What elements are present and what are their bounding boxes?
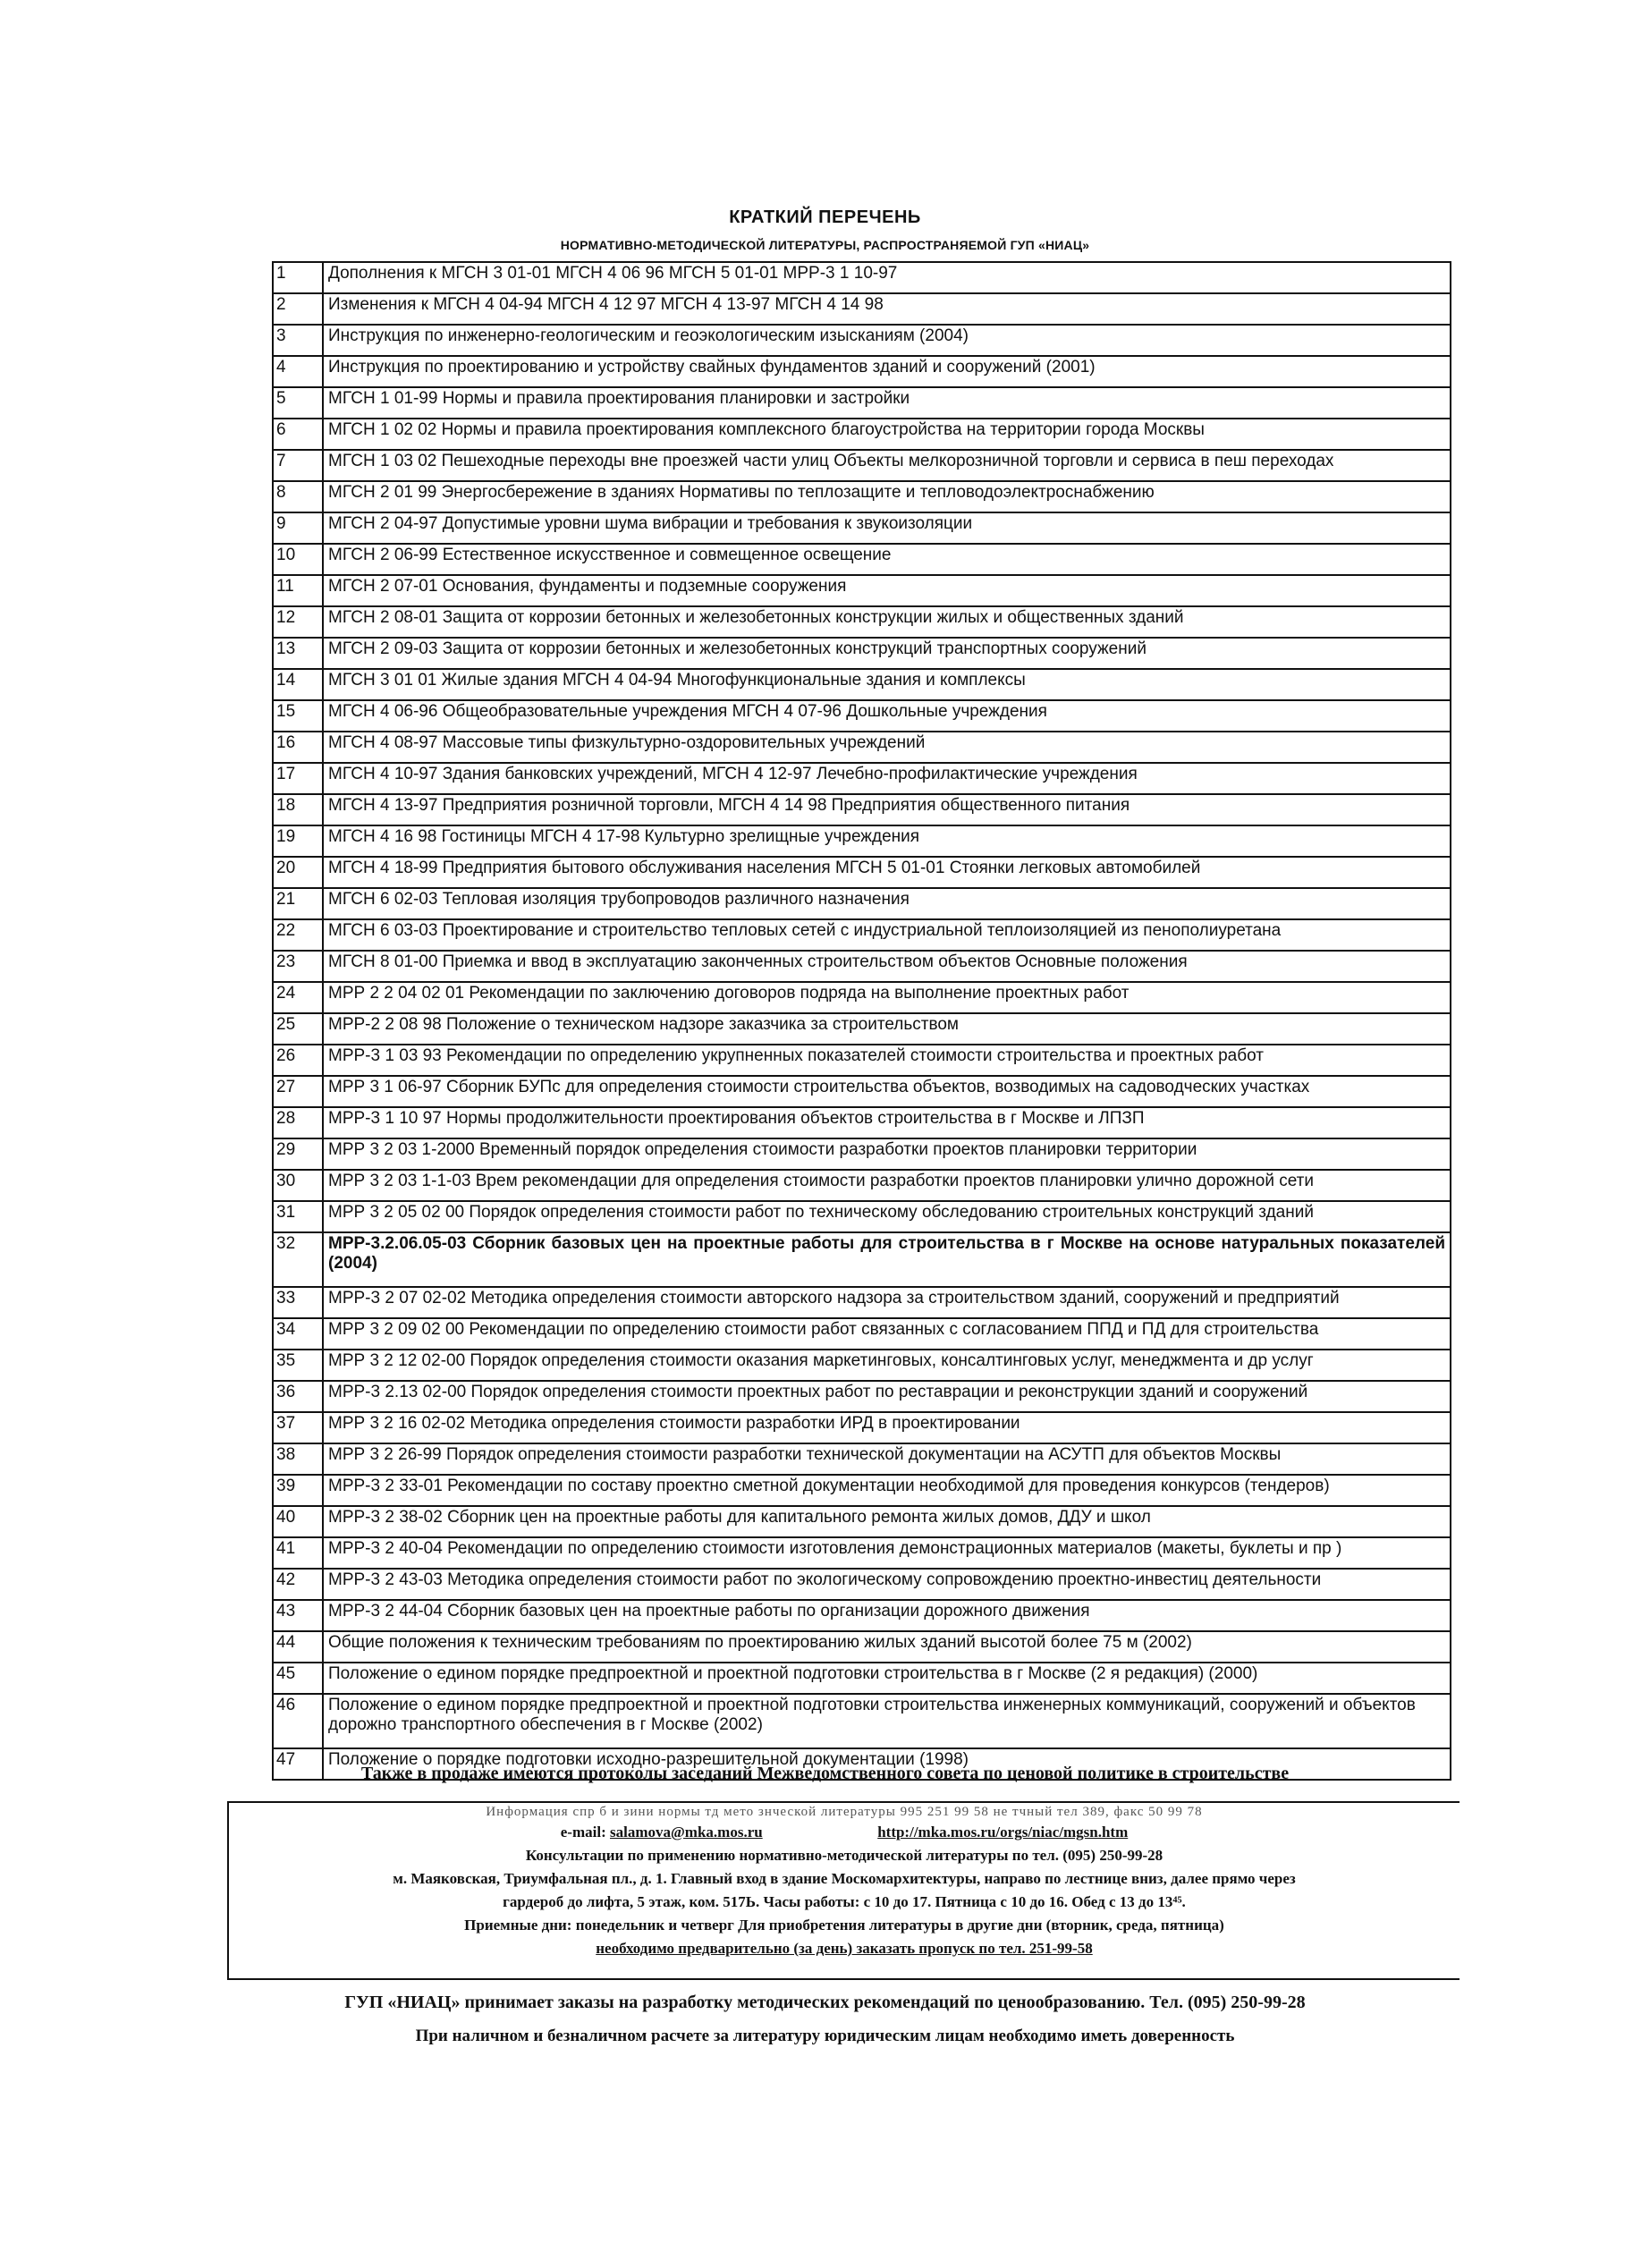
row-title: МГСН 2 01 99 Энергосбережение в зданиях Нормативы по теплозащите и тепловодоэлектроснабжению: [323, 481, 1451, 512]
row-title: МРР-3.2.06.05-03 Сборник базовых цен на проектные работы для строительства в г Москве на основе натуральных показателей (2004): [323, 1232, 1451, 1287]
row-title: МГСН 2 04-97 Допустимые уровни шума вибрации и требования к звукоизоляции: [323, 512, 1451, 544]
row-title: МРР-3 2 40-04 Рекомендации по определению стоимости изготовления демонстрационных материалов (макеты, буклеты и пр ): [323, 1537, 1451, 1569]
row-title: МРР 3 2 16 02-02 Методика определения стоимости разработки ИРД в проектировании: [323, 1412, 1451, 1443]
row-title: МГСН 1 02 02 Нормы и правила проектирования комплексного благоустройства на территории города Москвы: [323, 419, 1451, 450]
row-number: 27: [273, 1076, 323, 1107]
row-title: МГСН 4 10-97 Здания банковских учреждений, МГСН 4 12-97 Лечебно-профилактические учреждения: [323, 763, 1451, 794]
row-number: 41: [273, 1537, 323, 1569]
row-title: Инструкция по проектированию и устройству свайных фундаментов зданий и сооружений (2001): [323, 356, 1451, 387]
table-row: [273, 825, 1451, 857]
row-title: МРР 2 2 04 02 01 Рекомендации по заключению договоров подряда на выполнение проектных работ: [323, 982, 1451, 1013]
table-row: [273, 1107, 1451, 1138]
table-row: [273, 293, 1451, 325]
row-number: 38: [273, 1443, 323, 1475]
table-row: [273, 1138, 1451, 1170]
row-title: МГСН 3 01 01 Жилые здания МГСН 4 04-94 Многофункциональные здания и комплексы: [323, 669, 1451, 700]
table-row: [273, 512, 1451, 544]
row-title: МРР-3 2.13 02-00 Порядок определения стоимости проектных работ по реставрации и реконструкции зданий и сооружений: [323, 1381, 1451, 1412]
info-reception-days: Приемные дни: понедельник и четверг Для приобретения литературы в другие дни (вторник, среда, пятница): [464, 1917, 1224, 1934]
row-number: 1: [273, 262, 323, 293]
row-number: 37: [273, 1412, 323, 1443]
row-title: Изменения к МГСН 4 04-94 МГСН 4 12 97 МГСН 4 13-97 МГСН 4 14 98: [323, 293, 1451, 325]
row-number: 9: [273, 512, 323, 544]
row-number: 2: [273, 293, 323, 325]
row-number: 46: [273, 1694, 323, 1748]
table-row: [273, 1694, 1451, 1748]
row-number: 7: [273, 450, 323, 481]
info-contacts: [229, 1821, 1460, 1844]
row-title: Положение о порядке подготовки исходно-разрешительной документации (1998): [323, 1748, 1451, 1780]
row-title: МГСН 6 02-03 Тепловая изоляция трубопроводов различного назначения: [323, 888, 1451, 919]
row-number: 8: [273, 481, 323, 512]
literature-table: [272, 261, 1451, 1781]
table-row: [273, 1287, 1451, 1318]
table-row: [273, 1045, 1451, 1076]
table-row: [273, 262, 1451, 293]
row-title: МРР-3 2 43-03 Методика определения стоимости работ по экологическому сопровождению проектно-инвестиц деятельности: [323, 1569, 1451, 1600]
row-number: 25: [273, 1013, 323, 1045]
row-title: МРР-2 2 08 98 Положение о техническом надзоре заказчика за строительством: [323, 1013, 1451, 1045]
row-number: 6: [273, 419, 323, 450]
table-row: [273, 325, 1451, 356]
row-title: МГСН 4 16 98 Гостиницы МГСН 4 17-98 Культурно зрелищные учреждения: [323, 825, 1451, 857]
row-title: МГСН 8 01-00 Приемка и ввод в эксплуатацию законченных строительством объектов Основные положения: [323, 951, 1451, 982]
table-row: [273, 1475, 1451, 1506]
row-title: МГСН 2 06-99 Естественное искусственное и совмещенное освещение: [323, 544, 1451, 575]
info-box: [227, 1801, 1460, 1980]
row-title: МРР-3 2 38-02 Сборник цен на проектные работы для капитального ремонта жилых домов, ДДУ и школ: [323, 1506, 1451, 1537]
row-number: 21: [273, 888, 323, 919]
row-number: 4: [273, 356, 323, 387]
row-title: МГСН 4 18-99 Предприятия бытового обслуживания населения МГСН 5 01-01 Стоянки легковых автомобилей: [323, 857, 1451, 888]
row-title: МРР 3 2 03 1-1-03 Врем рекомендации для определения стоимости разработки проектов планировки улично дорожной сети: [323, 1170, 1451, 1201]
table-row: [273, 575, 1451, 606]
row-title: МРР 3 2 05 02 00 Порядок определения стоимости работ по техническому обследованию строительных конструкций зданий: [323, 1201, 1451, 1232]
row-title: МРР-3 1 03 93 Рекомендации по определению укрупненных показателей стоимости строительства и проектных работ: [323, 1045, 1451, 1076]
row-title: МРР 3 2 26-99 Порядок определения стоимости разработки технической документации на АСУТП для объектов Москвы: [323, 1443, 1451, 1475]
table-row: [273, 763, 1451, 794]
table-row: [273, 919, 1451, 951]
row-number: 22: [273, 919, 323, 951]
row-number: 30: [273, 1170, 323, 1201]
table-row: [273, 1506, 1451, 1537]
table-row: [273, 700, 1451, 732]
table-row: [273, 1537, 1451, 1569]
table-row: [273, 1631, 1451, 1663]
info-phones: Информация спр б и зини нормы тд мето знческой литературы 995 251 99 58 не тчный тел 389, факс 50 99 78: [486, 1805, 1203, 1819]
row-number: 15: [273, 700, 323, 732]
email-link[interactable]: salamova@mka.mos.ru: [609, 1824, 763, 1841]
row-number: 26: [273, 1045, 323, 1076]
row-title: МГСН 4 06-96 Общеобразовательные учреждения МГСН 4 07-96 Дошкольные учреждения: [323, 700, 1451, 732]
row-title: МРР 3 2 12 02-00 Порядок определения стоимости оказания маркетинговых, консалтинговых услуг, менеджмента и др услуг: [323, 1350, 1451, 1381]
row-title: МГСН 4 13-97 Предприятия розничной торговли, МГСН 4 14 98 Предприятия общественного питания: [323, 794, 1451, 825]
table-row: [273, 450, 1451, 481]
row-number: 29: [273, 1138, 323, 1170]
row-number: 12: [273, 606, 323, 638]
row-number: 43: [273, 1600, 323, 1631]
table-row: [273, 982, 1451, 1013]
row-number: 45: [273, 1663, 323, 1694]
table-row: [273, 1412, 1451, 1443]
table-row: [273, 1232, 1451, 1287]
page-subtitle: НОРМАТИВНО-МЕТОДИЧЕСКОЙ ЛИТЕРАТУРЫ, РАСПРОСТРАНЯЕМОЙ ГУП «НИАЦ»: [560, 238, 1090, 252]
row-number: 44: [273, 1631, 323, 1663]
table-row: [273, 481, 1451, 512]
row-number: 33: [273, 1287, 323, 1318]
website-link[interactable]: http://mka.mos.ru/orgs/niac/mgsn.htm: [877, 1824, 1129, 1841]
row-number: 47: [273, 1748, 323, 1780]
row-title: МГСН 2 09-03 Защита от коррозии бетонных и железобетонных конструкций транспортных сооружений: [323, 638, 1451, 669]
row-number: 14: [273, 669, 323, 700]
table-row: [273, 1569, 1451, 1600]
row-number: 24: [273, 982, 323, 1013]
table-row: [273, 356, 1451, 387]
row-number: 20: [273, 857, 323, 888]
info-pass: необходимо предварительно (за день) заказать пропуск по тел. 251-99-58: [596, 1940, 1093, 1957]
row-number: 42: [273, 1569, 323, 1600]
row-title: МГСН 1 01-99 Нормы и правила проектирования планировки и застройки: [323, 387, 1451, 419]
table-row: [273, 794, 1451, 825]
row-title: МРР-3 2 07 02-02 Методика определения стоимости авторского надзора за строительством зданий, сооружений и предприятий: [323, 1287, 1451, 1318]
row-number: 19: [273, 825, 323, 857]
row-number: 3: [273, 325, 323, 356]
table-row: [273, 1201, 1451, 1232]
row-number: 31: [273, 1201, 323, 1232]
row-number: 10: [273, 544, 323, 575]
table-row: [273, 1170, 1451, 1201]
row-title: Общие положения к техническим требованиям по проектированию жилых зданий высотой более 75 м (2002): [323, 1631, 1451, 1663]
table-row: [273, 544, 1451, 575]
row-title: МРР 3 1 06-97 Сборник БУПс для определения стоимости строительства объектов, возводимых на садоводческих участках: [323, 1076, 1451, 1107]
row-title: МГСН 1 03 02 Пешеходные переходы вне проезжей части улиц Объекты мелкорозничной торговли и сервиса в пеш переходах: [323, 450, 1451, 481]
row-number: 32: [273, 1232, 323, 1287]
row-number: 16: [273, 732, 323, 763]
table-row: [273, 951, 1451, 982]
row-title: МРР 3 2 09 02 00 Рекомендации по определению стоимости работ связанных с согласованием ППД и ПД для строительства: [323, 1318, 1451, 1350]
row-title: МРР-3 2 33-01 Рекомендации по составу проектно сметной документации необходимой для проведения конкурсов (тендеров): [323, 1475, 1451, 1506]
table-row: [273, 387, 1451, 419]
row-title: МРР-3 1 10 97 Нормы продолжительности проектирования объектов строительства в г Москве и ЛПЗП: [323, 1107, 1451, 1138]
table-row: [273, 1076, 1451, 1107]
row-number: 35: [273, 1350, 323, 1381]
email-label: e-mail:: [560, 1824, 606, 1841]
info-consult: Консультации по применению нормативно-методической литературы по тел. (095) 250-99-28: [525, 1847, 1163, 1864]
table-row: [273, 732, 1451, 763]
row-number: 5: [273, 387, 323, 419]
table-row: [273, 1663, 1451, 1694]
row-title: МГСН 6 03-03 Проектирование и строительство тепловых сетей с индустриальной теплоизоляцией из пенополиуретана: [323, 919, 1451, 951]
table-row: [273, 1600, 1451, 1631]
table-row: [273, 1013, 1451, 1045]
table-row: [273, 1350, 1451, 1381]
row-title: МГСН 2 07-01 Основания, фундаменты и подземные сооружения: [323, 575, 1451, 606]
row-title: Положение о едином порядке предпроектной и проектной подготовки строительства в г Москве (2 я редакция) (2000): [323, 1663, 1451, 1694]
row-number: 18: [273, 794, 323, 825]
footer-orders: ГУП «НИАЦ» принимает заказы на разработку методических рекомендаций по ценообразованию. Тел. (095) 250-99-28: [344, 1993, 1306, 2012]
table-row: [273, 1318, 1451, 1350]
row-number: 11: [273, 575, 323, 606]
row-title: Дополнения к МГСН 3 01-01 МГСН 4 06 96 МГСН 5 01-01 МРР-3 1 10-97: [323, 262, 1451, 293]
row-number: 23: [273, 951, 323, 982]
table-row: [273, 888, 1451, 919]
table-row: [273, 419, 1451, 450]
table-row: [273, 1443, 1451, 1475]
table-row: [273, 1381, 1451, 1412]
row-title: МГСН 2 08-01 Защита от коррозии бетонных и железобетонных конструкции жилых и общественных зданий: [323, 606, 1451, 638]
row-number: 17: [273, 763, 323, 794]
row-number: 39: [273, 1475, 323, 1506]
row-title: МРР 3 2 03 1-2000 Временный порядок определения стоимости разработки проектов планировки территории: [323, 1138, 1451, 1170]
footer-power-of-attorney: При наличном и безналичном расчете за литературу юридическим лицам необходимо иметь доверенность: [415, 2027, 1235, 2045]
row-title: МРР-3 2 44-04 Сборник базовых цен на проектные работы по организации дорожного движения: [323, 1600, 1451, 1631]
row-number: 36: [273, 1381, 323, 1412]
info-hours: гардероб до лифта, 5 этаж, ком. 517Ь. Часы работы: с 10 до 17. Пятница с 10 до 16. Обед с 13 до 13⁴⁵.: [503, 1893, 1186, 1910]
page-title: КРАТКИЙ ПЕРЕЧЕНЬ: [729, 207, 921, 227]
row-title: МГСН 4 08-97 Массовые типы физкультурно-оздоровительных учреждений: [323, 732, 1451, 763]
sale-note: Также в продаже имеются протоколы заседаний Межведомственного совета по ценовой политике в строительстве: [360, 1764, 1290, 1783]
info-address: м. Маяковская, Триумфальная пл., д. 1. Главный вход в здание Москомархитектуры, направо по лестнице вниз, далее прямо через: [393, 1870, 1296, 1887]
table-row: [273, 638, 1451, 669]
row-title: Инструкция по инженерно-геологическим и геоэкологическим изысканиям (2004): [323, 325, 1451, 356]
table-row: [273, 857, 1451, 888]
row-number: 13: [273, 638, 323, 669]
table-row: [273, 669, 1451, 700]
row-number: 40: [273, 1506, 323, 1537]
row-title: Положение о едином порядке предпроектной и проектной подготовки строительства инженерных коммуникаций, сооружений и объектов дорожно транспортного обеспечения в г Москве (2002): [323, 1694, 1451, 1748]
table-row: [273, 606, 1451, 638]
row-number: 34: [273, 1318, 323, 1350]
row-number: 28: [273, 1107, 323, 1138]
